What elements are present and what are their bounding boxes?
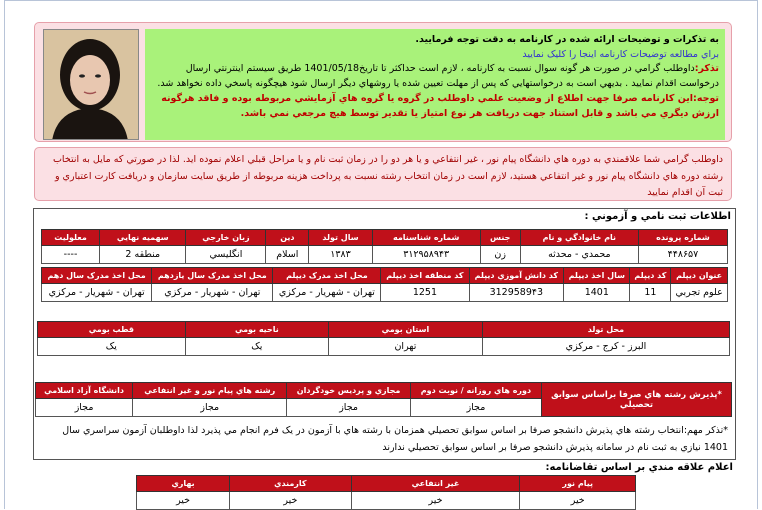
header-line-4: توجه:اين كارنامه صرفا جهت اطلاع از وضعيت علمي داوطلب در گروه يا گروه هاي آزمايشي مربوطه بوده و فاقد هرگونه ارزش ديگري مي باشد و قابل استناد جهت دريافت هر نوع امتياز يا تقدير توسط هيچ مرجعي نمي باشد. xyxy=(161,92,719,119)
td-file-no: ۴۴۸۶۵۷ xyxy=(638,246,727,264)
td-disability: ---- xyxy=(42,246,100,264)
td-diploma-code: 11 xyxy=(630,284,671,302)
td-native-province: تهران xyxy=(328,338,482,356)
th-disability: معلوليت xyxy=(42,230,100,246)
td-employee: خير xyxy=(230,492,351,510)
td-spring: خير xyxy=(137,492,230,510)
td-payamnoor-courses: مجاز xyxy=(133,399,287,417)
header-line-1: به تذكرات و توضيحات ارائه شده در كارنامه به دقت توجه فرماييد. xyxy=(415,34,719,45)
td-grade10-place: تهران - شهريار - مركزي xyxy=(42,284,152,302)
th-admission-side: *پذيرش رشته هاي صرفا براساس سوابق تحصيلي xyxy=(542,383,732,417)
td-daily-courses: مجاز xyxy=(410,399,541,417)
interest-title: اعلام علاقه مندي بر اساس تقاضانامه: xyxy=(545,462,733,473)
th-native-district: ناحيه بومي xyxy=(185,322,328,338)
th-azad-university: دانشگاه آزاد اسلامي xyxy=(36,383,133,399)
th-file-no: شماره پرونده xyxy=(638,230,727,246)
td-quota: منطقه 2 xyxy=(100,246,186,264)
td-region-code: 1251 xyxy=(381,284,469,302)
th-id-no: شماره شناسنامه xyxy=(372,230,480,246)
td-diploma-title: علوم تجربي xyxy=(671,284,728,302)
th-employee: كارمندي xyxy=(230,476,351,492)
th-payamnoor-courses: رشته هاي پيام نور و غير انتفاعي xyxy=(133,383,287,399)
th-language: زبان خارجي xyxy=(186,230,266,246)
th-diploma-year: سال اخذ ديپلم xyxy=(564,268,630,284)
table-native xyxy=(37,321,730,356)
header-alert xyxy=(34,22,732,142)
td-birth-year: ۱۳۸۳ xyxy=(309,246,373,264)
td-student-code: 3129589۴3 xyxy=(469,284,564,302)
warning-label: تذكر: xyxy=(694,63,719,75)
td-native-pole: يک xyxy=(38,338,186,356)
th-native-pole: قطب بومي xyxy=(38,322,186,338)
td-language: انگليسي xyxy=(186,246,266,264)
th-non-profit: غير انتفاعي xyxy=(351,476,520,492)
table-diploma xyxy=(41,267,728,302)
th-birth-year: سال تولد xyxy=(309,230,373,246)
td-birthplace: البرز - كرج - مركزي xyxy=(482,338,729,356)
th-diploma-title: عنوان ديپلم xyxy=(671,268,728,284)
th-quota: سهميه نهايي xyxy=(100,230,186,246)
table-interest xyxy=(136,475,636,510)
explanations-link[interactable]: براي مطالعه توضيحات كارنامه اينجا را كليک نماييد xyxy=(522,48,719,60)
td-payamnoor: خير xyxy=(520,492,636,510)
td-non-profit: خير xyxy=(351,492,520,510)
admission-note: *تذكر مهم:انتخاب رشته هاي پذيرش دانشجو صرفا بر اساس سوابق تحصيلي همزمان با رشته هاي با آزمون در يک فرم انجام مي پذيرد لذا داوطلبان آزمون سراسري سال 1401 نيازي به ثبت نام در سامانه پذيرش دانشجو صرفا بر اساس سوابق تحصيلي ندارند xyxy=(62,425,728,454)
td-gender: زن xyxy=(480,246,520,264)
th-name: نام خانوادگي و نام xyxy=(520,230,638,246)
report-card-page xyxy=(4,0,758,509)
th-virtual-courses: مجازي و پرديس خودگردان xyxy=(287,383,411,399)
th-birthplace: محل تولد xyxy=(482,322,729,338)
th-grade11-place: محل اخذ مدرک سال يازدهم xyxy=(152,268,273,284)
th-native-province: استان بومي xyxy=(328,322,482,338)
header-line-3 xyxy=(151,62,719,91)
td-grade11-place: تهران - شهريار - مركزي xyxy=(152,284,273,302)
candidate-photo xyxy=(43,29,139,140)
header-line-3-text: داوطلب گرامي در صورت هر گونه سوال نسبت به كارنامه ، لازم است حداكثر تا تاريخ1401/05/18 طريق سيستم اينترنتي ارسال درخواست اقدام نماييد . بديهي است به درخواستهايي كه پس از مهلت تعيين شده يا روشهاي ديگر ارسال شود هيچگونه پاسخي داده نخواهد شد. xyxy=(157,63,719,90)
th-spring: بهاري xyxy=(137,476,230,492)
td-diploma-year: 1401 xyxy=(564,284,630,302)
th-religion: دين xyxy=(266,230,309,246)
td-native-district: يک xyxy=(185,338,328,356)
table-admission xyxy=(35,382,732,417)
registration-title: اطلاعات ثبت نامي و آزموني : xyxy=(584,211,731,222)
th-payamnoor: پيام نور xyxy=(520,476,636,492)
th-diploma-code: كد ديپلم xyxy=(630,268,671,284)
table-personal xyxy=(41,229,728,264)
header-notes xyxy=(145,29,725,140)
th-region-code: كد منطقه اخذ ديپلم xyxy=(381,268,469,284)
td-religion: اسلام xyxy=(266,246,309,264)
td-azad-university: مجاز xyxy=(36,399,133,417)
notice-box: داوطلب گرامي شما علاقمندي به دوره هاي دانشگاه پيام نور ، غير انتفاعي و يا هر دو را در زمان ثبت نام و يا مراحل قبلي اعلام نموده ايد. لذا در صورتي كه مايل به انتخاب رشته دوره هاي دانشگاه پيام نور و غير انتفاعي هستيد، لازم است در زمان انتخاب رشته نسبت به پرداخت هزينه مربوطه از طريق سايت سازمان و دريافت كارت اعتباري و ثبت آن اقدام نماييد xyxy=(34,147,732,201)
td-name: محمدي - محدثه xyxy=(520,246,638,264)
th-gender: جنس xyxy=(480,230,520,246)
th-student-code: كد دانش آموزي ديپلم xyxy=(469,268,564,284)
th-daily-courses: دوره هاي روزانه / نوبت دوم xyxy=(410,383,541,399)
th-diploma-place: محل اخذ مدرک ديپلم xyxy=(273,268,381,284)
td-diploma-place: تهران - شهريار - مركزي xyxy=(273,284,381,302)
th-grade10-place: محل اخذ مدرک سال دهم xyxy=(42,268,152,284)
td-virtual-courses: مجاز xyxy=(287,399,411,417)
td-id-no: ۳۱۲۹۵۸۹۴۳ xyxy=(372,246,480,264)
